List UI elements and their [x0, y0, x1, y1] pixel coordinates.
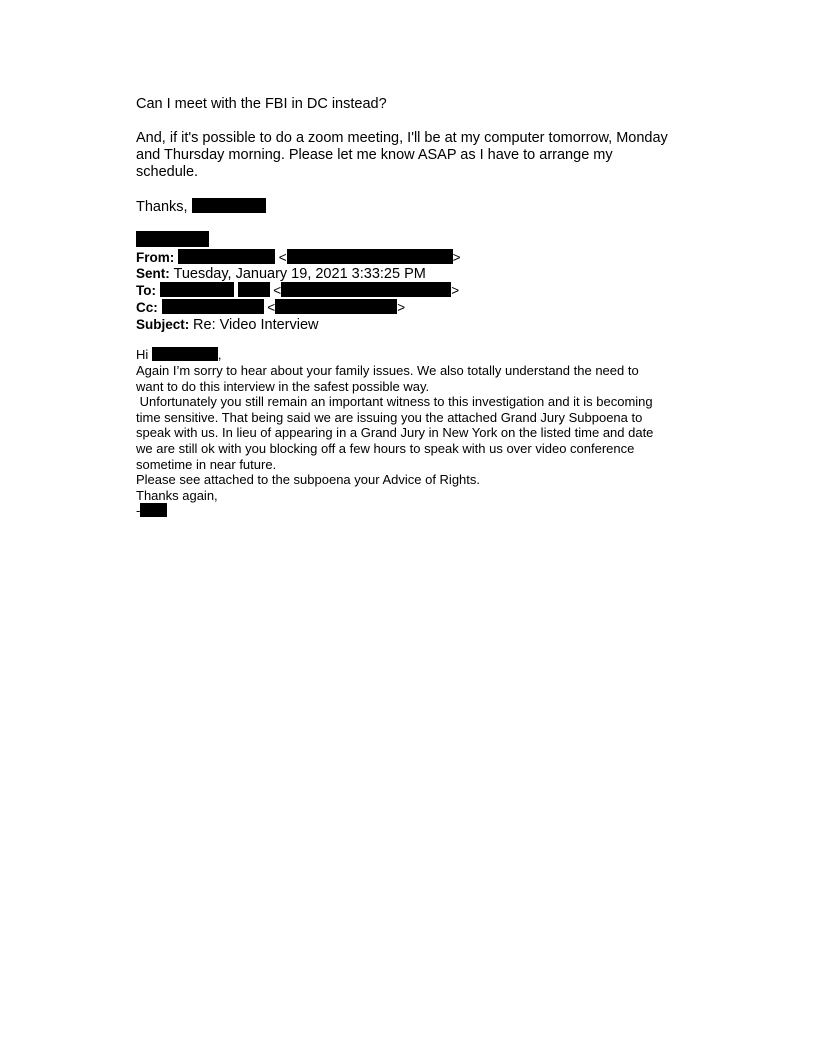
- body-line: Unfortunately you still remain an important witness to this investigation and it is becoming: [136, 394, 653, 410]
- greeting-line: [136, 347, 222, 363]
- body-line: Again I’m sorry to hear about your family issues. We also totally understand the need to: [136, 363, 639, 378]
- redacted-to-name-2: [238, 282, 270, 297]
- from-label: From:: [136, 250, 175, 265]
- redacted-cc-name: [162, 299, 264, 314]
- body-line: time sensitive. That being said we are issuing you the attached Grand Jury Subpoena to: [136, 409, 643, 425]
- cc-label: Cc:: [136, 300, 158, 315]
- redacted-from-name: [178, 249, 275, 264]
- redacted-signature: [136, 231, 209, 247]
- redacted-to-name-1: [160, 282, 234, 297]
- body-line: want to do this interview in the safest possible way.: [136, 378, 430, 394]
- redacted-to-email: [281, 282, 451, 297]
- greeting-text: Hi: [136, 347, 149, 362]
- header-subject-row: [136, 316, 319, 334]
- greeting-comma: ,: [217, 347, 222, 362]
- redacted-recipient-name: [152, 347, 218, 361]
- body-line: Please see attached to the subpoena your Advice of Rights.: [136, 472, 481, 488]
- body-line: sometime in near future.: [136, 456, 277, 472]
- redacted-from-email: [287, 249, 453, 264]
- header-sent-row: [136, 265, 426, 283]
- original-body: [136, 363, 653, 503]
- body-line: we are still ok with you blocking off a few hours to speak with us over video conference: [136, 440, 635, 456]
- subject-label: Subject:: [136, 317, 190, 332]
- redacted-cc-email: [275, 299, 397, 314]
- body-line: speak with us. In lieu of appearing in a Grand Jury in New York on the listed time and date: [136, 425, 654, 441]
- reply-para-line: and Thursday morning. Please let me know ASAP as I have to arrange my: [136, 147, 613, 163]
- reply-paragraph-2: [136, 130, 668, 181]
- header-cc-row: [136, 299, 405, 316]
- redacted-sender-initials: [140, 503, 167, 517]
- redacted-name: [192, 198, 266, 213]
- from-gt: >: [452, 250, 461, 265]
- thanks-text: Thanks,: [136, 199, 188, 215]
- to-label: To:: [136, 283, 156, 298]
- body-line: Thanks again,: [136, 487, 218, 503]
- sender-signature: [136, 503, 167, 519]
- to-gt: >: [451, 283, 460, 298]
- to-lt: <: [273, 283, 282, 298]
- subject-value: Re: Video Interview: [193, 317, 319, 333]
- from-lt: <: [278, 250, 287, 265]
- reply-line-1: Can I meet with the FBI in DC instead?: [136, 96, 387, 112]
- cc-gt: >: [397, 300, 406, 315]
- reply-para-line: And, if it's possible to do a zoom meeting, I'll be at my computer tomorrow, Monday: [136, 130, 668, 146]
- reply-signoff: [136, 198, 266, 216]
- reply-para-line: schedule.: [136, 164, 199, 180]
- sent-value: Tuesday, January 19, 2021 3:33:25 PM: [173, 266, 426, 282]
- cc-lt: <: [267, 300, 276, 315]
- sent-label: Sent:: [136, 266, 170, 281]
- header-to-row: [136, 282, 459, 299]
- header-from-row: [136, 249, 461, 266]
- sign-dash: -: [136, 503, 141, 518]
